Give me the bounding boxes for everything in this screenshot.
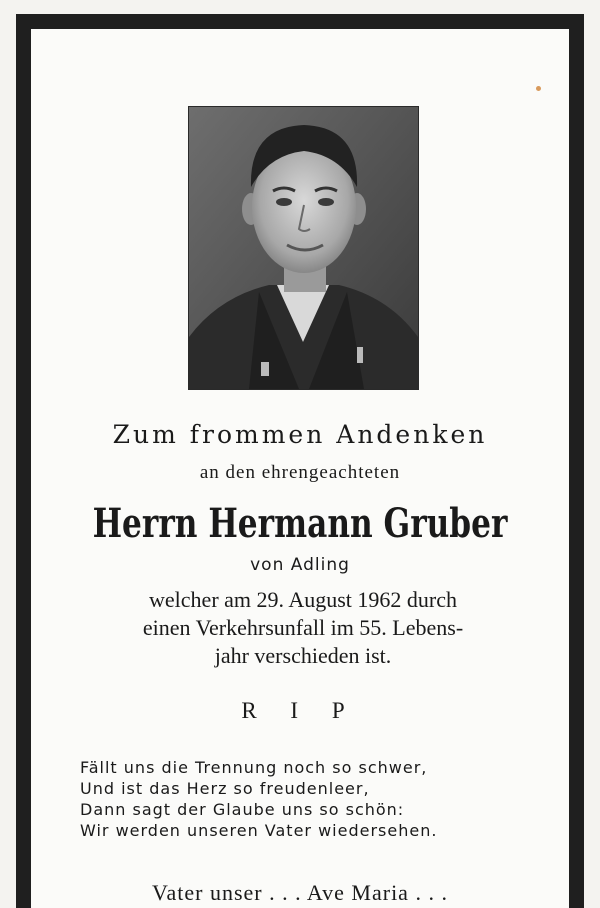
portrait-photo [188,106,419,390]
subheading: an den ehrengeachteten [199,462,401,483]
verse-line: Wir werden unseren Vater wiedersehen. [80,821,438,840]
paper-speck [536,86,541,91]
death-notice-line: einen Verkehrsunfall im 55. Lebens- [142,615,464,640]
origin: von Adling [250,555,350,575]
heading: Zum frommen Andenken [112,420,488,449]
deceased-name: Herrn Hermann Gruber [92,500,508,547]
verse [80,757,437,841]
verse-line: Dann sagt der Glaube uns so schön: [80,800,405,819]
verse-line: Und ist das Herz so freudenleer, [80,779,370,798]
verse-line: Fällt uns die Trennung noch so schwer, [80,758,428,777]
death-notice-line: welcher am 29. August 1962 durch [149,587,457,612]
prayer: Vater unser . . . Ave Maria . . . [152,880,448,905]
rip: R I P [241,698,359,723]
death-notice-line: jahr verschieden ist. [214,643,392,668]
death-notice [66,586,540,670]
